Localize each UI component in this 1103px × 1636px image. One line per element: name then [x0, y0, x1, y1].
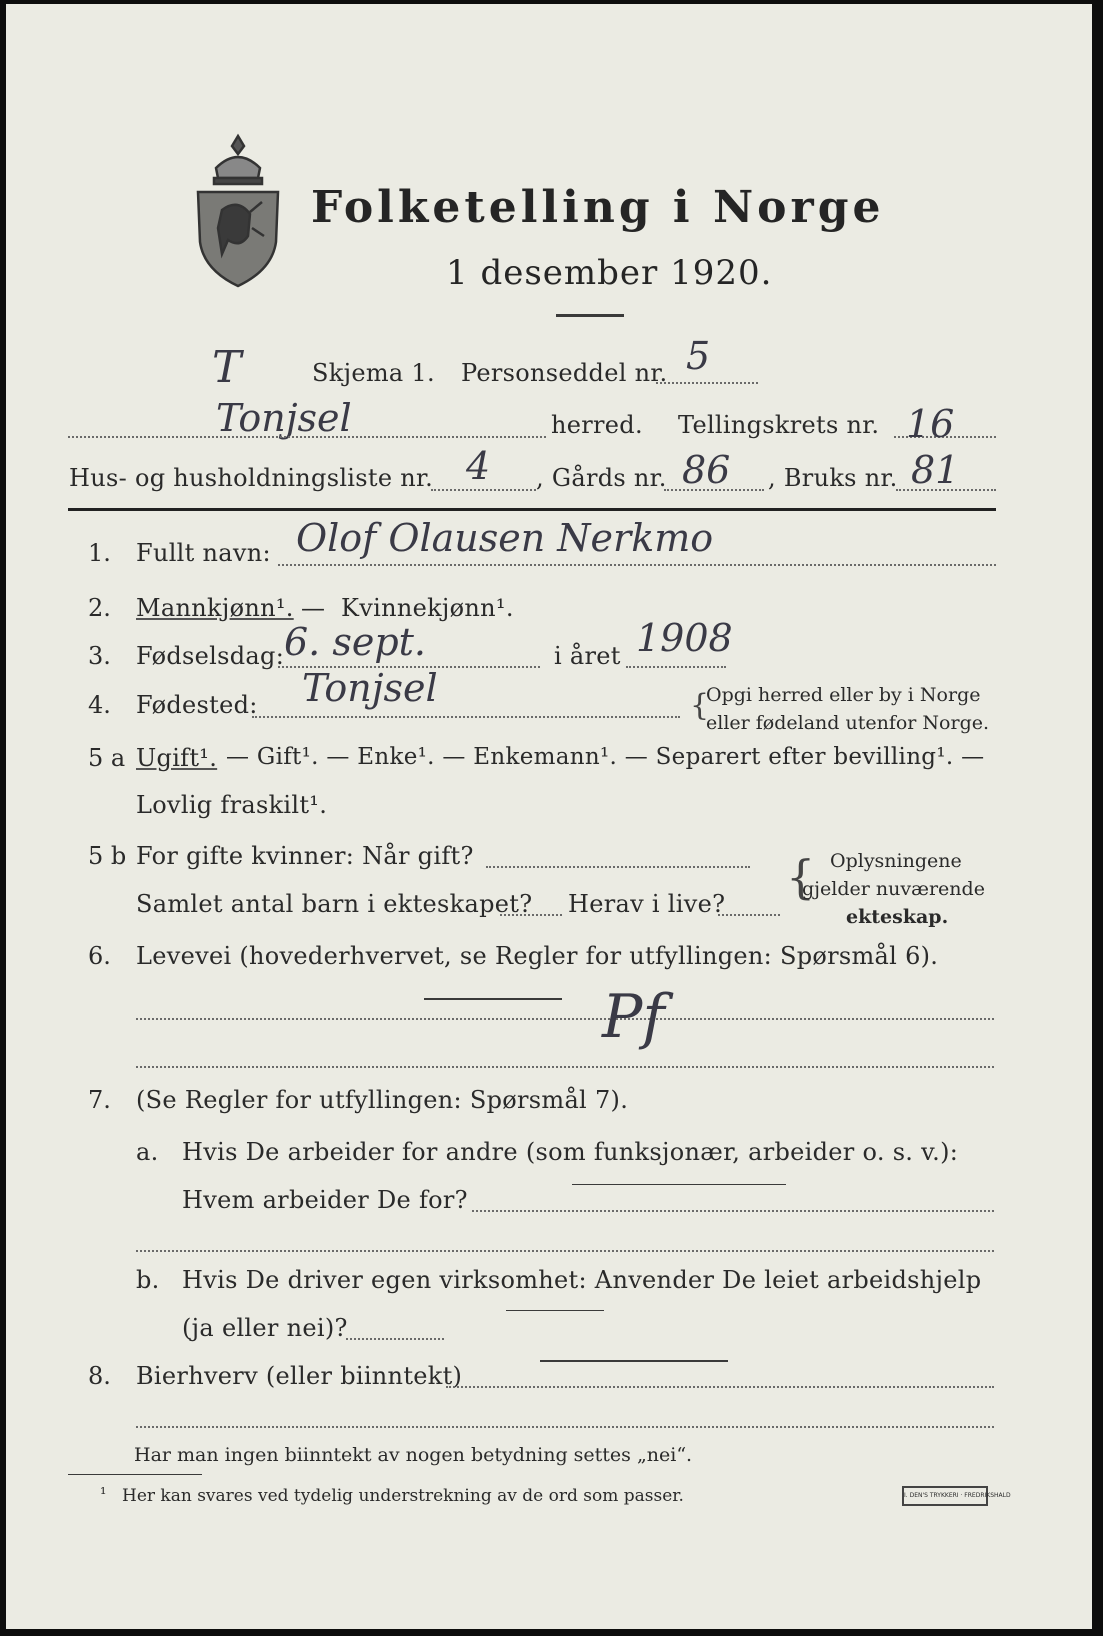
husliste-label: Hus- og husholdningsliste nr.: [69, 464, 434, 492]
q2-kvinne: Kvinnekjønn¹.: [341, 594, 514, 622]
printer-stamp: I. DEN'S TRYKKERI · FREDRIKSHALD: [902, 1486, 988, 1506]
census-date: 1 desember 1920.: [446, 253, 773, 293]
q1-value: Olof Olausen Nerkmo: [296, 516, 714, 560]
q5b-note-2: gjelder nuværende: [802, 878, 985, 900]
q6-line-1: [136, 1018, 994, 1020]
q5b-note-3: ekteskap.: [846, 906, 949, 928]
q3-year-value: 1908: [636, 616, 733, 660]
q2-dash: —: [301, 594, 326, 622]
bruks-value: 81: [911, 448, 960, 492]
personseddel-line: [656, 382, 758, 384]
q8-line: [446, 1386, 994, 1388]
tellingskrets-value: 16: [906, 402, 955, 446]
title-rule: [556, 314, 624, 317]
q7b-janei-label: (ja eller nei)?: [182, 1314, 348, 1342]
bruks-label: , Bruks nr.: [768, 464, 898, 492]
husliste-line: [431, 489, 536, 491]
gards-label: , Gårds nr.: [536, 464, 667, 492]
q7b-label: Hvis De driver egen virksomhet: Anvender De leiet arbeidshjelp: [182, 1266, 982, 1294]
q5b-live-label: Herav i live?: [568, 890, 726, 918]
footnote-text: Her kan svares ved tydelig understrekning av de ord som passer.: [122, 1486, 684, 1506]
herred-line: [68, 436, 546, 438]
q7b-letter: b.: [136, 1266, 160, 1294]
q5b-brace: {: [786, 850, 816, 904]
q2-mann: Mannkjønn¹.: [136, 594, 294, 622]
q7a-line: [472, 1210, 994, 1212]
q6-stroke: [424, 998, 562, 1000]
q5b-line: [486, 866, 750, 868]
q3-value: 6. sept.: [284, 620, 426, 664]
q5b-barn-line: [500, 914, 562, 916]
personseddel-label: Personseddel nr.: [461, 359, 668, 387]
q4-note-2: eller fødeland utenfor Norge.: [706, 712, 990, 734]
q3-year-label: i året: [554, 642, 621, 670]
q5a-fraskilt: Lovlig fraskilt¹.: [136, 791, 328, 819]
q5b-barn-label: Samlet antal barn i ekteskapet?: [136, 890, 533, 918]
q1-number: 1.: [88, 539, 111, 567]
q6-line-2: [136, 1066, 994, 1068]
husliste-value: 4: [466, 444, 491, 488]
q8-number: 8.: [88, 1362, 111, 1390]
q7b-stroke: [506, 1310, 604, 1311]
header-divider: [68, 508, 996, 511]
q7a-stroke: [572, 1184, 786, 1185]
skjema-label: Skjema 1.: [312, 359, 435, 387]
q3-year-line: [626, 666, 726, 668]
q7a-hvem-label: Hvem arbeider De for?: [182, 1186, 468, 1214]
q6-value: Pf: [602, 982, 665, 1052]
herred-label: herred.: [551, 411, 643, 439]
q7-number: 7.: [88, 1086, 111, 1114]
q7a-label: Hvis De arbeider for andre (som funksjonær, arbeider o. s. v.):: [182, 1138, 959, 1166]
coat-of-arms-icon: [192, 132, 284, 292]
footnote-rule: [68, 1474, 202, 1475]
q5b-live-line: [718, 914, 780, 916]
q8-note: Har man ingen biinntekt av nogen betydning settes „nei“.: [134, 1444, 693, 1466]
q5a-ugift: Ugift¹.: [136, 744, 218, 772]
q3-number: 3.: [88, 642, 111, 670]
q5a-options: — Gift¹. — Enke¹. — Enkemann¹. — Separert efter bevilling¹. —: [226, 744, 985, 770]
q8-line-2: [136, 1426, 994, 1428]
q4-value: Tonjsel: [302, 666, 438, 710]
q2-number: 2.: [88, 594, 111, 622]
q1-line: [278, 564, 996, 566]
q5b-number: 5 b: [88, 842, 127, 870]
q7b-line: [346, 1338, 444, 1340]
q7-label: (Se Regler for utfyllingen: Spørsmål 7).: [136, 1086, 629, 1114]
q4-number: 4.: [88, 691, 111, 719]
herred-value: Tonjsel: [216, 396, 352, 440]
herred-mark: T: [212, 342, 242, 393]
form-title: Folketelling i Norge: [311, 182, 885, 233]
q4-line: [252, 716, 680, 718]
q4-brace: {: [690, 688, 710, 723]
q5b-note-1: Oplysningene: [830, 850, 962, 872]
q5a-number: 5 a: [88, 744, 126, 772]
tellingskrets-label: Tellingskrets nr.: [678, 411, 880, 439]
personseddel-value: 5: [686, 334, 711, 378]
footnote-mark: ¹: [100, 1484, 107, 1503]
q8-stroke: [540, 1360, 728, 1362]
q6-number: 6.: [88, 942, 111, 970]
q7a-letter: a.: [136, 1138, 159, 1166]
q8-label: Bierhverv (eller biinntekt): [136, 1362, 463, 1390]
q5b-label: For gifte kvinner: Når gift?: [136, 842, 474, 870]
q7a-line-2: [136, 1250, 994, 1252]
q6-label: Levevei (hovederhvervet, se Regler for utfyllingen: Spørsmål 6).: [136, 942, 939, 970]
q3-label: Fødselsdag:: [136, 642, 285, 670]
q4-label: Fødested:: [136, 691, 258, 719]
q1-label: Fullt navn:: [136, 539, 271, 567]
q4-note-1: Opgi herred eller by i Norge: [706, 684, 981, 706]
gards-value: 86: [682, 448, 731, 492]
census-form: [6, 4, 1092, 1629]
